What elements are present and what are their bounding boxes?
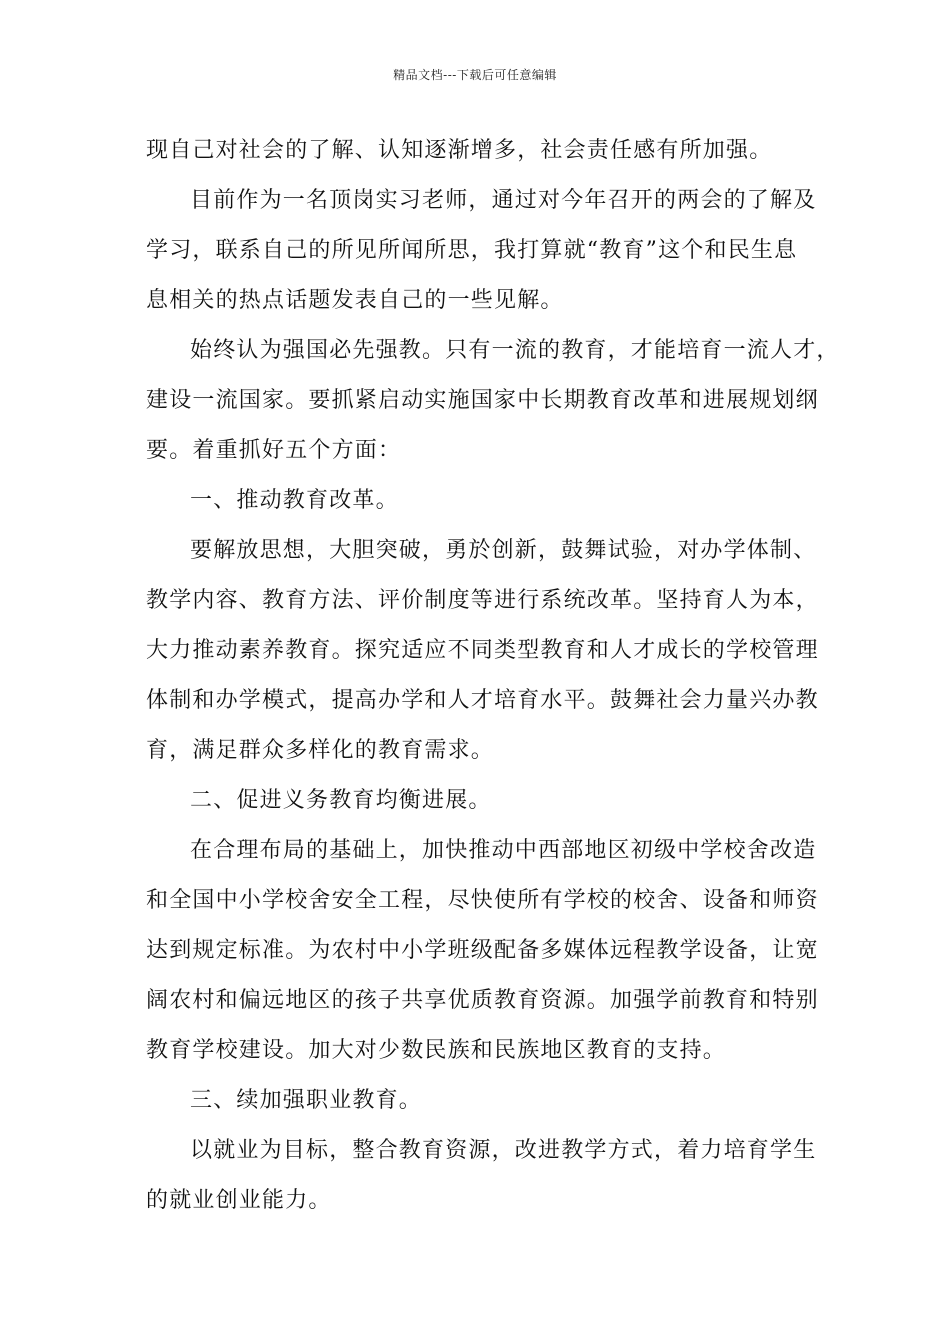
text-line: 达到规定标准。为农村中小学班级配备多媒体远程教学设备，让宽	[146, 938, 819, 963]
section-heading: 三、续加强职业教育。	[190, 1088, 423, 1113]
text-line: 始终认为强国必先强教。只有一流的教育，才能培育一流人才，	[190, 338, 840, 363]
text-line: 教育学校建设。加大对少数民族和民族地区教育的支持。	[146, 1038, 727, 1063]
text-line: 在合理布局的基础上，加快推动中西部地区初级中学校舍改造	[190, 838, 817, 863]
text-line: 和全国中小学校舍安全工程，尽快使所有学校的校舍、设备和师资	[146, 888, 819, 913]
text-line: 的就业创业能力。	[146, 1188, 332, 1213]
text-line: 建设一流国家。要抓紧启动实施国家中长期教育改革和进展规划纲	[146, 388, 819, 413]
text-line: 目前作为一名顶岗实习老师，通过对今年召开的两会的了解及	[190, 188, 817, 213]
text-line: 大力推动素养教育。探究适应不同类型教育和人才成长的学校管理	[146, 638, 819, 663]
section-heading: 一、推动教育改革。	[190, 488, 399, 513]
section-heading: 二、促进义务教育均衡进展。	[190, 788, 492, 813]
text-line: 教学内容、教育方法、评价制度等进行系统改革。坚持育人为本，	[146, 588, 819, 613]
text-line: 学习，联系自己的所见所闻所思，我打算就“教育”这个和民生息	[146, 238, 798, 263]
text-line: 要。着重抓好五个方面：	[146, 438, 402, 463]
text-line: 育，满足群众多样化的教育需求。	[146, 738, 495, 763]
text-line: 以就业为目标，整合教育资源，改进教学方式，着力培育学生	[190, 1138, 817, 1163]
text-line: 要解放思想，大胆突破，勇於创新，鼓舞试验，对办学体制、	[190, 538, 817, 563]
page-header: 精品文档---下载后可任意编辑	[393, 68, 557, 82]
text-line: 现自己对社会的了解、认知逐渐增多，社会责任感有所加强。	[146, 138, 773, 163]
text-line: 阔农村和偏远地区的孩子共享优质教育资源。加强学前教育和特别	[146, 988, 819, 1013]
text-line: 息相关的热点话题发表自己的一些见解。	[146, 288, 564, 313]
text-line: 体制和办学模式，提高办学和人才培育水平。鼓舞社会力量兴办教	[146, 688, 819, 713]
